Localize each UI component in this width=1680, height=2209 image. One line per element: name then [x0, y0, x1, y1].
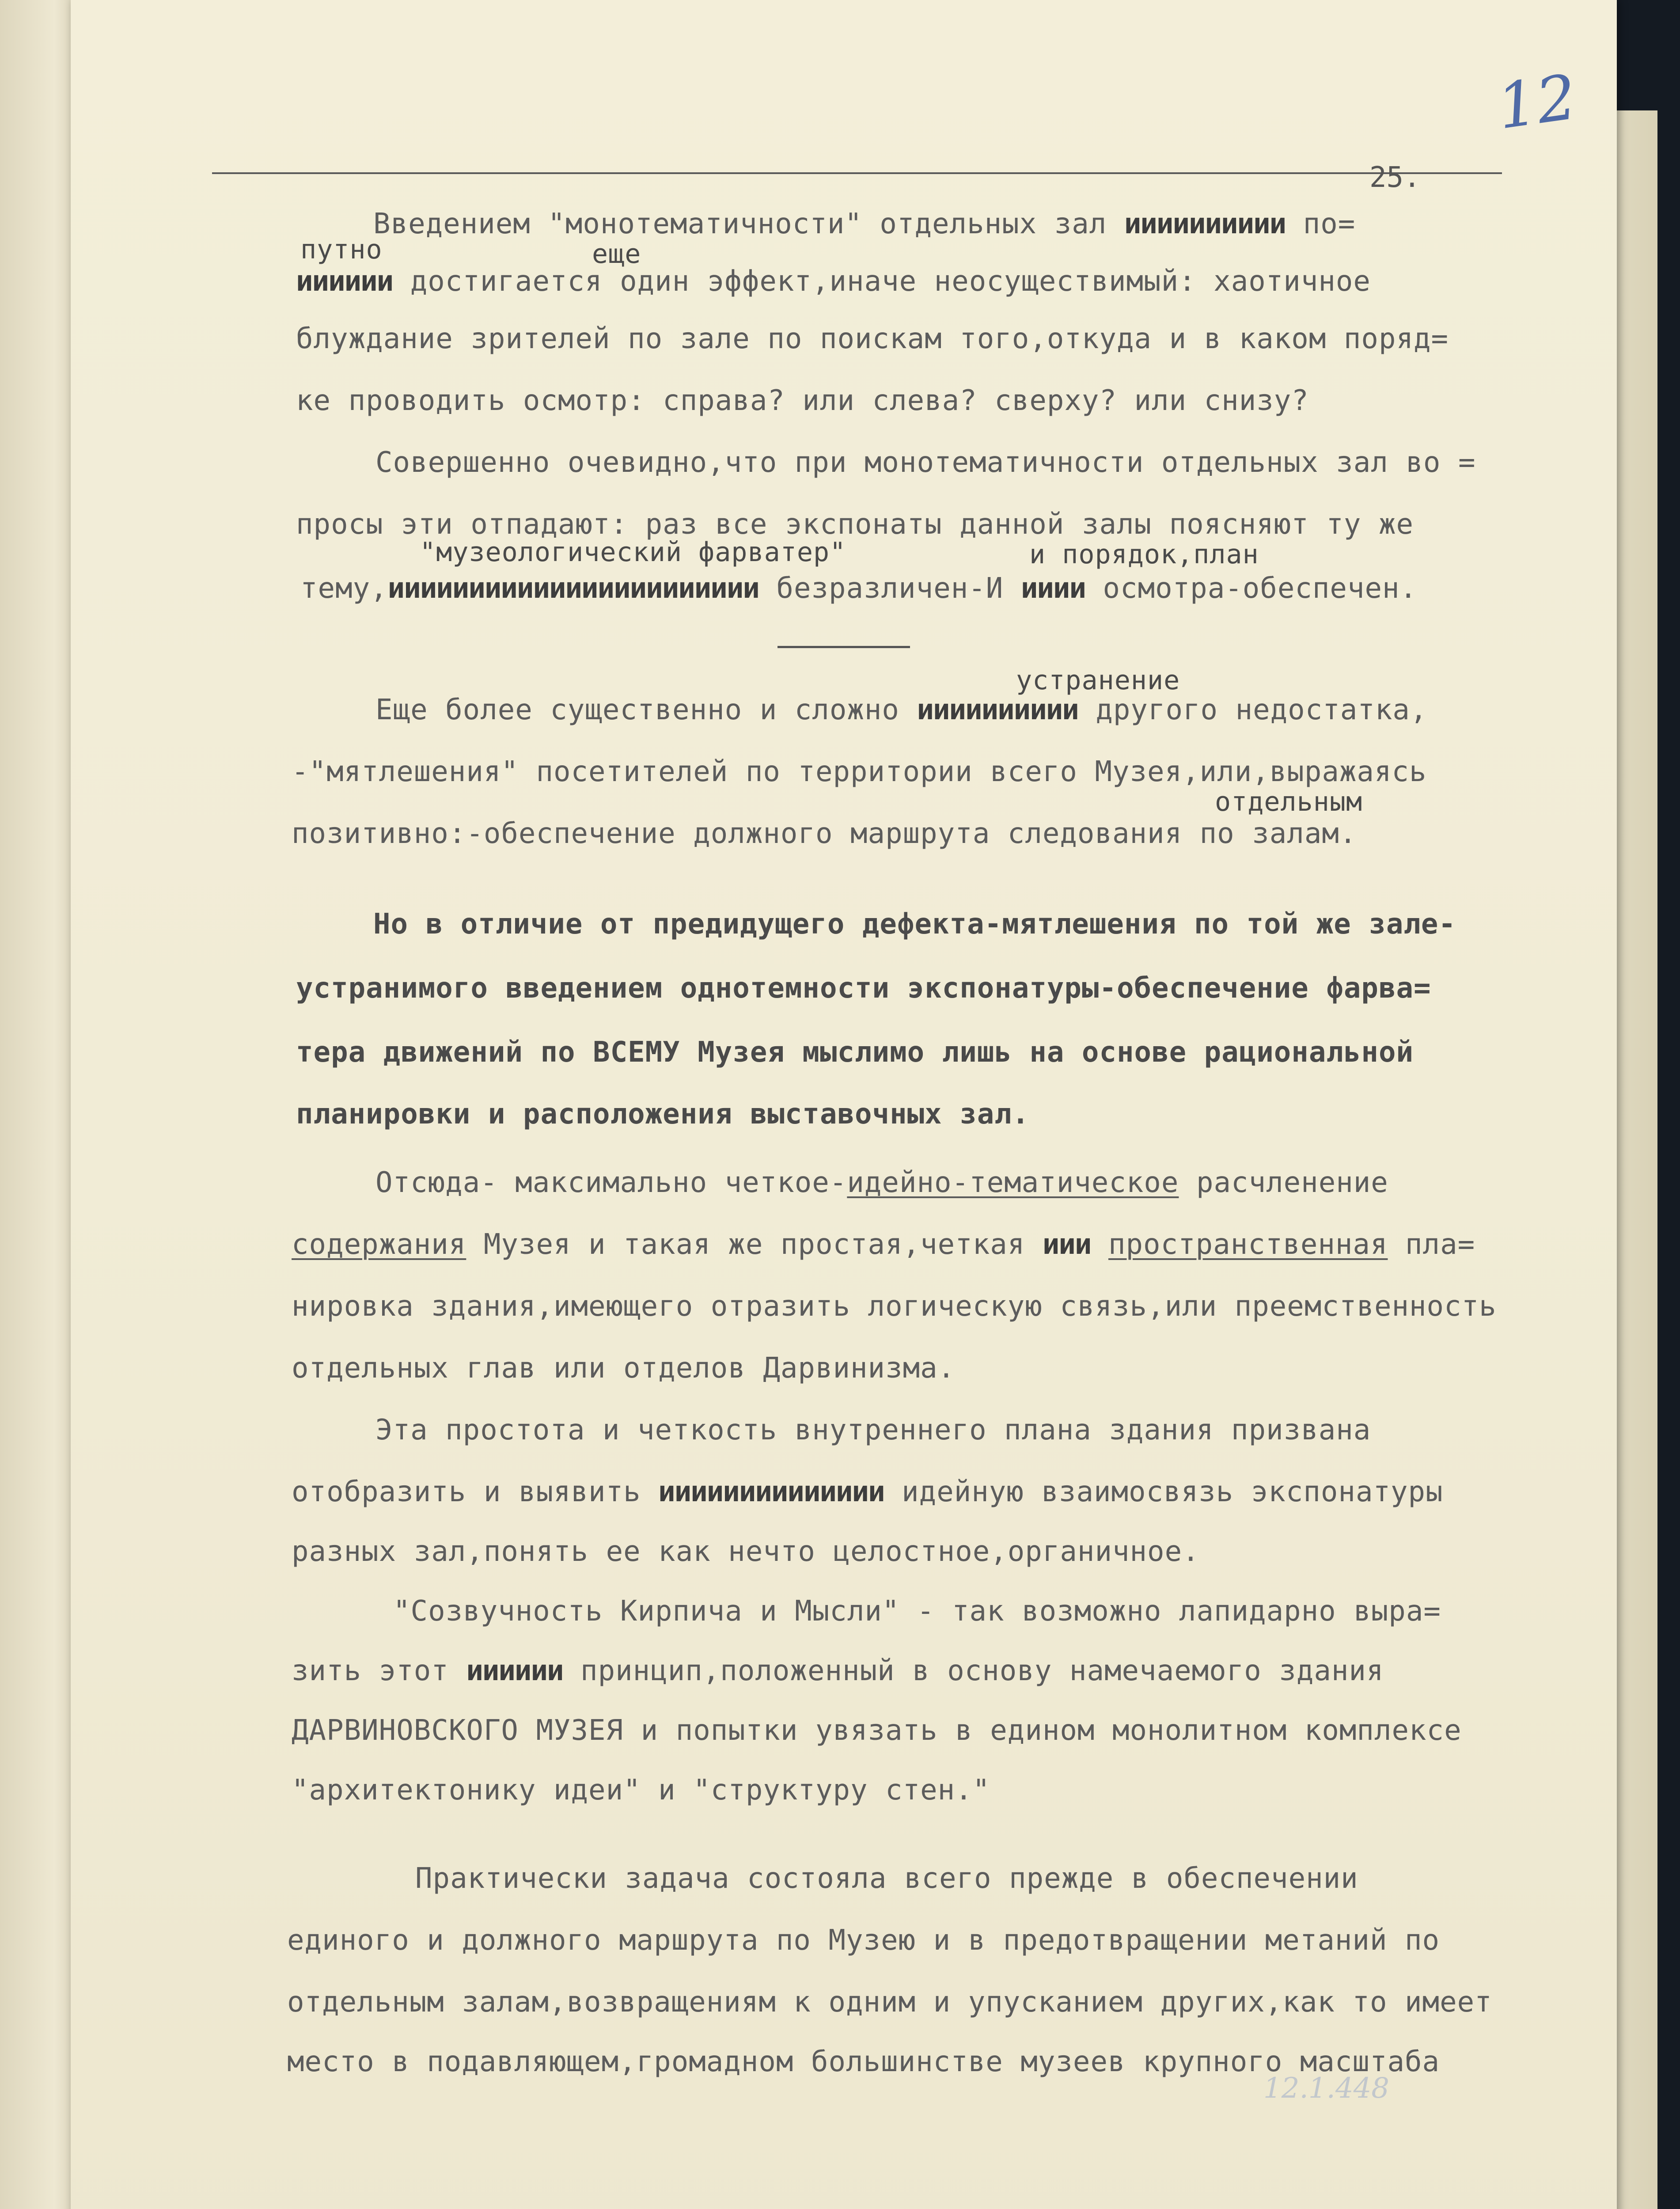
- inserted-word: отдельным: [1215, 786, 1363, 817]
- text-line: Эта простота и четкость внутреннего плана здания призвана: [375, 1414, 1371, 1446]
- text-line: единого и должного маршрута по Музею и в предотвращении метаний по: [287, 1924, 1440, 1957]
- text-line: блуждание зрителей по зале по поискам того,откуда и в каком поряд=: [296, 323, 1449, 355]
- text-line: Введением "монотематичности" отдельных зал ииииииииии по=: [373, 208, 1356, 240]
- text-line: -"мятлешения" посетителей по территории всего Музея,или,выражаясь: [292, 755, 1427, 788]
- archive-mark: 12.1.448: [1263, 2072, 1389, 2105]
- text-line: "Созвучность Кирпича и Мысли" - так возможно лапидарно выра=: [393, 1595, 1441, 1628]
- inserted-word: еще: [592, 239, 641, 269]
- text-line: нировка здания,имеющего отразить логическую связь,или преемственность: [292, 1290, 1497, 1323]
- section-divider: [777, 646, 910, 648]
- inserted-word: устранение: [1016, 665, 1180, 696]
- text-line: тему,иииииииииииииииииииииии безразличен-И ииии осмотра-обеспечен.: [300, 572, 1418, 605]
- inserted-phrase: "музеологический фарватер": [420, 537, 846, 568]
- text-line: позитивно:-обеспечение должного маршрута следования по залам.: [292, 817, 1357, 850]
- text-line: зить этот ииииии принцип,положенный в основу намечаемого здания: [292, 1655, 1384, 1687]
- text-line: планировки и расположения выставочных зал.: [296, 1098, 1030, 1131]
- text-line: "архитектонику идеи" и "структуру стен.": [292, 1774, 990, 1807]
- text-line: Отсюда- максимально четкое-идейно-тематическое расчленение: [375, 1166, 1388, 1199]
- text-line: Но в отличие от предидущего дефекта-мятлешения по той же зале-: [373, 908, 1456, 941]
- text-line: место в подавляющем,громадном большинстве музеев крупного масштаба: [287, 2046, 1440, 2078]
- typed-page: [71, 0, 1617, 2209]
- text-line: отдельным залам,возвращениям к одним и упусканием других,как то имеет: [287, 1986, 1492, 2019]
- text-line: отдельных глав или отделов Дарвинизма.: [292, 1352, 956, 1385]
- inserted-word: путно: [300, 234, 383, 265]
- text-line: Еще более существенно и сложно ииииииииии другого недостатка,: [375, 694, 1428, 726]
- text-line: разных зал,понять ее как нечто целостное,органичное.: [292, 1535, 1200, 1568]
- text-line: содержания Музея и такая же простая,четкая иии пространственная пла=: [292, 1228, 1475, 1261]
- text-line: ииииии достигается один эффект,иначе неосуществимый: хаотичное: [296, 265, 1371, 298]
- text-line: тера движений по ВСЕМУ Музея мыслимо лишь на основе рациональной: [296, 1036, 1414, 1069]
- text-line: ДАРВИНОВСКОГО МУЗЕЯ и попытки увязать в едином монолитном комплексе: [292, 1714, 1462, 1747]
- text-line: просы эти отпадают: раз все экспонаты данной залы поясняют ту же: [296, 508, 1414, 541]
- page-number: 25.: [1369, 161, 1421, 194]
- text-line: Совершенно очевидно,что при монотематичности отдельных зал во =: [375, 446, 1476, 479]
- text-line: устранимого введением однотемности экспонатуры-обеспечение фарва=: [296, 972, 1431, 1005]
- text-line: Практически задача состояла всего прежде в обеспечении: [415, 1862, 1358, 1895]
- inserted-phrase: и порядок,план: [1029, 539, 1259, 570]
- header-rule: [212, 172, 1502, 174]
- folio-number: 12: [1493, 61, 1581, 144]
- text-line: ке проводить осмотр: справа? или слева? сверху? или снизу?: [296, 384, 1309, 417]
- text-line: отобразить и выявить ииииииииииииии идейную взаимосвязь экспонатуры: [292, 1476, 1443, 1508]
